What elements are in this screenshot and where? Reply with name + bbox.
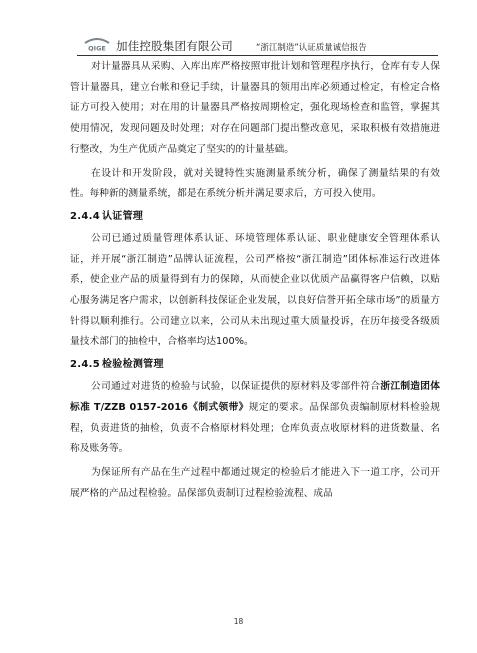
standard-reference: 浙江制造团体标准 T/ZZB 0157-2016《制式领带》 bbox=[70, 381, 440, 413]
section-number: 2.4.4 bbox=[70, 210, 100, 222]
section-title: 检验检测管理 bbox=[101, 359, 164, 371]
page-number: 18 bbox=[233, 617, 244, 626]
paragraph-metrology-control: 对计量器具从采购、入库出库严格按照审批计划和管理程序执行，仓库有专人保管计量器具，建立台帐和登记手续，计量器具的领用出库必须通过检定，有检定合格证方可投入使用；对在用的计量器具严格按周期检定，强化现场检查和监管，掌握其使用情况，发现问题及时处理；对存在问题部门提出整改意见，采取积极有效措施进行整改，为生产优质产品奠定了坚实的的计量基础。 bbox=[70, 61, 440, 155]
document-body bbox=[70, 57, 440, 504]
paragraph-text: 公司通过对进货的检验与试验，以保证提供的原材料及零部件符合 bbox=[91, 381, 381, 393]
header-rule bbox=[77, 55, 438, 56]
page-header bbox=[0, 0, 477, 56]
paragraph-process-inspection: 为保证所有产品在生产过程中都通过规定的检验后才能进入下一道工序，公司开展严格的产品过程检验。品保部负责制订过程检验流程、成品 bbox=[70, 466, 440, 499]
logo-text: QIGE bbox=[88, 44, 106, 52]
section-number: 2.4.5 bbox=[70, 359, 100, 371]
section-heading-inspection bbox=[70, 353, 440, 377]
paragraph-incoming-inspection bbox=[70, 377, 440, 460]
paragraph-certification: 公司已通过质量管理体系认证、环境管理体系认证、职业健康安全管理体系认证，并开展“浙江制造”品牌认证流程，公司严格按“浙江制造”团体标准运行改进体系，使企业产品的质量得到有力的保障，从而使企业以优质产品赢得客户信赖，以贴心服务满足客户需求，以创新科技保证企业发展，以良好信誉开拓全球市场”的质量方针得以顺利推行。公司建立以来，公司从未出现过重大质量投诉，在历年接受各级质量技术部门的抽检中，合格率均达100%。 bbox=[70, 232, 440, 348]
paragraph-measurement-analysis: 在设计和开发阶段，就对关键特性实施测量系统分析，确保了测量结果的有效性。每种新的测量系统，都是在系统分析并满足要求后，方可投入使用。 bbox=[70, 167, 440, 200]
company-name: 加佳控股集团有限公司 bbox=[116, 39, 233, 53]
section-heading-certification bbox=[70, 205, 440, 229]
company-logo bbox=[82, 36, 112, 52]
report-title: “浙江制造”认证质量诚信报告 bbox=[256, 43, 367, 53]
paragraph-text: 规定的要求。品保部负责编制原材料检验规程，负责进货的抽检，负责不合格原材料处理；仓库负责点收原材料的进货数量、名称及账务等。 bbox=[70, 401, 441, 455]
section-title: 认证管理 bbox=[101, 210, 144, 222]
